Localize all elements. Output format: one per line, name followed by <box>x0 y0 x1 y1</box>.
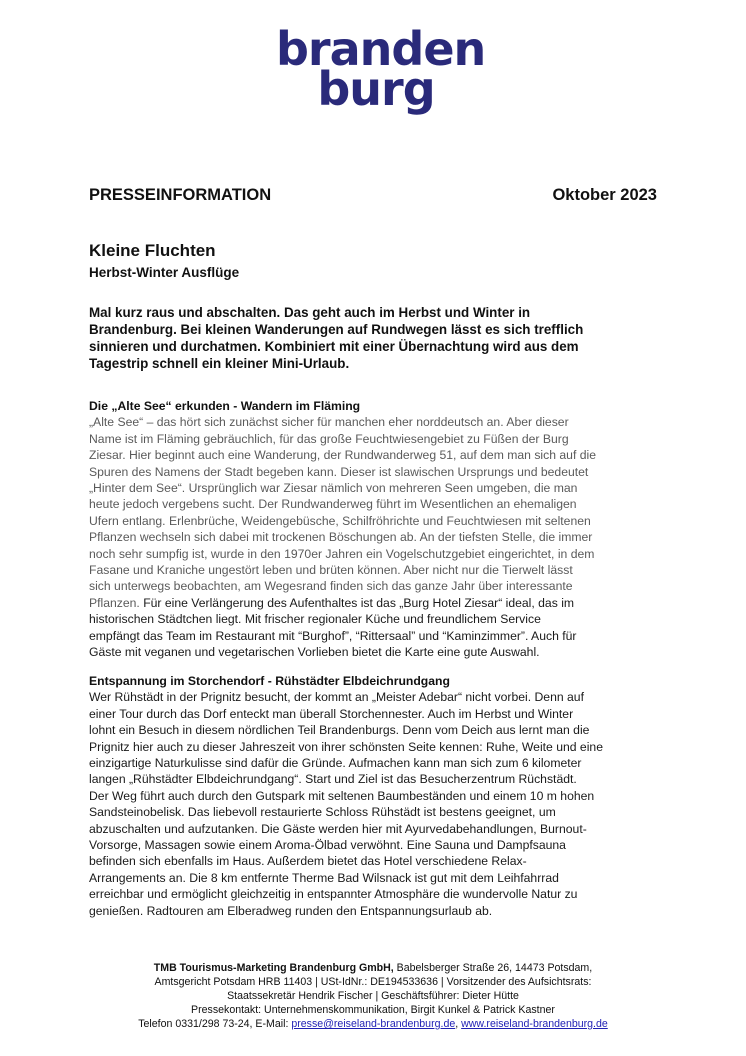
section-heading: Entspannung im Storchendorf - Rühstädter Elbdeichrundgang <box>89 674 450 688</box>
body-line: erreichbar und ermöglicht gleichzeitig in entspannter Atmosphäre die wundervolle Natur zu <box>89 887 578 902</box>
footer-line <box>60 961 686 975</box>
footer-line: Amtsgericht Potsdam HRB 11403 | USt-IdNr.: DE194533636 | Vorsitzender des Aufsichtsrats: <box>154 976 592 988</box>
body-line: lohnt ein Besuch in diesem nördlichen Teil Brandenburgs. Denn vom Deich aus lernt man die <box>89 723 590 738</box>
body-line: noch sehr sumpfig ist, wurde in den 1970er Jahren ein Vogelschutzgebiet eingerichtet, in dem <box>89 546 595 561</box>
body-line: einzigartige Naturkulisse sind dafür die Gründe. Aufmachen kann man sich zum 6 kilometer <box>89 756 582 771</box>
logo-line-2: burg <box>317 61 435 116</box>
section-heading: Die „Alte See“ erkunden - Wandern im Fläming <box>89 399 361 413</box>
logo-line-1: branden <box>276 22 486 76</box>
body-line: Wer Rühstädt in der Prignitz besucht, der kommt an „Meister Adebar“ nicht vorbei. Denn auf <box>89 690 584 705</box>
document-type-label: PRESSEINFORMATION <box>89 186 272 204</box>
body-line: „Alte See“ – das hört sich zunächst sicher für manchen eher norddeutsch an. Aber dieser <box>89 415 569 430</box>
footer-line: Pressekontakt: Unternehmenskommunikation, Birgit Kunkel & Patrick Kastner <box>191 1004 555 1016</box>
footer-separator: , <box>455 1018 462 1030</box>
body-line: historischen Städtchen liegt. Mit frischer regionaler Küche und freundlichem Service <box>89 612 541 627</box>
body-line-part: Pflanzen. <box>89 595 144 610</box>
body-line: Fasane und Kraniche ungestört leben und brüten können. Aber nicht nur die Tierwelt lässt <box>89 563 573 578</box>
body-line: Ufern entlang. Erlenbrüche, Weidengebüsche, Schilfröhrichte und Feuchtwiesen mit seltenen <box>89 513 591 528</box>
body-line: Ziesar. Hier beginnt auch eine Wanderung, der Rundwanderweg 51, auf dem man sich auf die <box>89 448 596 463</box>
footer-imprint <box>60 961 686 1031</box>
body-line: Vorsorge, Massagen sowie einem Aroma-Ölbad verwöhnt. Eine Sauna und Dampfsauna <box>89 838 566 853</box>
body-line: „Hinter dem See“. Ursprünglich war Ziesar nämlich von mehreren Seen umgeben, die man <box>89 481 578 496</box>
body-line: Name ist im Fläming gebräuchlich, für das große Feuchtwiesengebiet zu Füßen der Burg <box>89 431 569 446</box>
body-line: empfängt das Team im Restaurant mit “Burghof”, “Rittersaal” und “Kaminzimmer”. Auch für <box>89 628 577 643</box>
body-line: abzuschalten und aufzutanken. Die Gäste werden hier mit Ayurvedabehandlungen, Burnout- <box>89 821 587 836</box>
lead-line: Brandenburg. Bei kleinen Wanderungen auf Rundwegen lässt es sich trefflich <box>89 322 584 337</box>
body-line-part: Für eine Verlängerung des Aufenthaltes ist das „Burg Hotel Ziesar“ ideal, das im <box>143 595 575 610</box>
lead-line: Tagestrip schnell ein kleiner Mini-Urlaub. <box>89 356 350 371</box>
body-line: Prignitz hier auch zu dieser Jahreszeit von ihrer schönsten Seite kennen: Ruhe, Weite und eine <box>89 739 603 754</box>
body-line: Spuren des Namens der Stadt begeben kann. Dieser ist slawischen Ursprungs und bedeutet <box>89 464 589 479</box>
section-storchendorf <box>89 673 661 919</box>
body-line: befinden sich ebenfalls im Haus. Außerdem bietet das Hotel verschiedene Relax- <box>89 854 527 869</box>
body-line: Der Weg führt auch durch den Gutspark mit seltenen Baumbeständen und einem 10 m hohen <box>89 788 595 803</box>
body-line: einer Tour durch das Dorf enteckt man überall Storchennester. Auch im Herbst und Winter <box>89 706 574 721</box>
lead-line: Mal kurz raus und abschalten. Das geht auch im Herbst und Winter in <box>89 305 531 320</box>
page-subtitle: Herbst-Winter Ausflüge <box>89 265 240 280</box>
website-link[interactable]: www.reiseland-brandenburg.de <box>461 1018 608 1030</box>
footer-company: TMB Tourismus-Marketing Brandenburg GmbH, <box>153 962 394 974</box>
lead-paragraph <box>89 304 661 372</box>
lead-line: sinnieren und durchatmen. Kombiniert mit einer Übernachtung wird aus dem <box>89 339 579 354</box>
document-date: Oktober 2023 <box>552 186 657 204</box>
body-line: Arrangements an. Die 8 km entfernte Therme Bad Wilsnack ist gut mit dem Leihfahrrad <box>89 870 559 885</box>
footer-line <box>60 1017 686 1031</box>
body-line: langen „Rühstädter Elbdeichrundgang“. Start und Ziel ist das Besucherzentrum Rüchstädt. <box>89 772 577 787</box>
section-alte-see <box>89 398 661 661</box>
body-line: Sandsteinobelisk. Das liebevoll restaurierte Schloss Rühstädt ist bestens geeignet, um <box>89 805 556 820</box>
brandenburg-logo <box>276 22 486 116</box>
footer-line: Staatssekretär Hendrik Fischer | Geschäftsführer: Dieter Hütte <box>227 990 519 1002</box>
footer-phone: Telefon 0331/298 73-24, E-Mail: <box>138 1018 292 1030</box>
body-line: sich unterwegs beobachten, am Wegesrand finden sich das ganze Jahr über interessante <box>89 579 573 594</box>
body-line: heute jedoch vergebens sucht. Der Rundwanderweg führt im Wesentlichen an ehemaligen <box>89 497 577 512</box>
footer-address: Babelsberger Straße 26, 14473 Potsdam, <box>393 962 593 974</box>
email-link[interactable]: presse@reiseland-brandenburg.de <box>291 1018 456 1030</box>
body-line: Gäste mit veganen und vegetarischen Vorlieben bietet die Karte eine gute Auswahl. <box>89 645 540 660</box>
body-line <box>89 595 661 611</box>
document-header <box>89 186 657 205</box>
page-title: Kleine Fluchten <box>89 241 216 260</box>
body-line: Pflanzen wechseln sich dabei mit trockenen Böschungen ab. An der tiefsten Stelle, die immer <box>89 530 593 545</box>
body-line: genießen. Radtouren am Elberadweg runden den Entspannungsurlaub ab. <box>89 903 493 918</box>
